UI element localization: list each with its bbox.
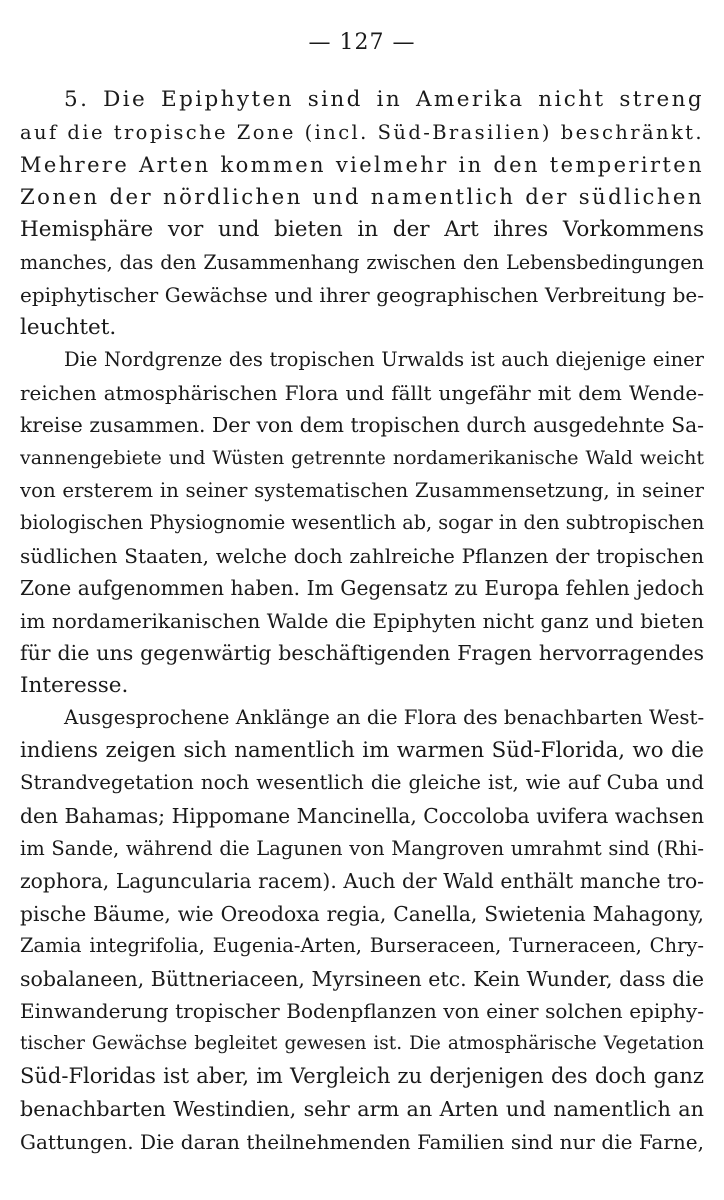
text-line: den Bahamas; Hippomane Mancinella, Coccoloba uvifera wachsen <box>20 804 704 829</box>
text-line: auf die tropische Zone (incl. Süd-Brasilien) beschränkt. <box>20 120 704 144</box>
text-line: Zone aufgenommen haben. Im Gegensatz zu Europa fehlen jedoch <box>20 576 704 601</box>
text-line: Einwanderung tropischer Bodenpflanzen von einer solchen epiphy- <box>20 999 704 1024</box>
text-line: Gattungen. Die daran theilnehmenden Familien sind nur die Farne, <box>20 1129 704 1154</box>
text-line: Zonen der nördlichen und namentlich der südlichen <box>20 184 704 210</box>
text-line: Hemisphäre vor und bieten in der Art ihres Vorkommens <box>20 217 704 243</box>
text-line: kreise zusammen. Der von dem tropischen durch ausgedehnte Sa- <box>20 413 704 438</box>
text-line: sobalaneen, Büttneriaceen, Myrsineen etc. Kein Wunder, dass die <box>20 966 704 991</box>
text-line: von ersterem in seiner systematischen Zusammensetzung, in seiner <box>20 478 704 502</box>
text-line: südlichen Staaten, welche doch zahlreiche Pflanzen der tropischen <box>20 543 704 568</box>
text-line: Zamia integrifolia, Eugenia-Arten, Burseraceen, Turneraceen, Chry- <box>20 934 704 958</box>
text-line: epiphytischer Gewächse und ihrer geographischen Verbreitung be- <box>20 283 704 308</box>
text-line: manches, das den Zusammenhang zwischen den Lebensbedingungen <box>20 250 704 274</box>
text-line: vannengebiete und Wüsten getrennte nordamerikanische Wald weicht <box>20 447 704 470</box>
text-line: Süd-Floridas ist aber, im Vergleich zu derjenigen des doch ganz <box>20 1064 704 1089</box>
text-line: biologischen Physiognomie wesentlich ab, sogar in den subtropischen <box>20 511 704 535</box>
text-line: zophora, Laguncularia racem). Auch der Wald enthält manche tro- <box>20 869 704 894</box>
text-line: indiens zeigen sich namentlich im warmen Süd-Florida, wo die <box>20 737 704 763</box>
text-line: im nordamerikanischen Walde die Epiphyten nicht ganz und bieten <box>20 608 704 633</box>
text-line: Die Nordgrenze des tropischen Urwalds ist auch diejenige einer <box>64 348 704 372</box>
text-line: pische Bäume, wie Oreodoxa regia, Canella, Swietenia Mahagony, <box>20 901 704 926</box>
text-line: Ausgesprochene Anklänge an die Flora des benachbarten West- <box>64 706 704 730</box>
body-text <box>20 84 704 1158</box>
text-line: Interesse. <box>20 672 129 698</box>
text-line: Mehrere Arten kommen vielmehr in den temperirten <box>20 153 704 178</box>
text-line: benachbarten Westindien, sehr arm an Arten und namentlich an <box>20 1096 704 1121</box>
text-line: leuchtet. <box>20 314 117 340</box>
page-number: — 127 — <box>308 30 416 55</box>
text-line: tischer Gewächse begleitet gewesen ist. Die atmosphärische Vegetation <box>20 1032 704 1054</box>
text-line: reichen atmosphärischen Flora und fällt ungefähr mit dem Wende- <box>20 380 704 405</box>
text-line: für die uns gegenwärtig beschäftigenden Fragen hervorragendes <box>20 641 704 666</box>
text-line: Strandvegetation noch wesentlich die gleiche ist, wie auf Cuba und <box>20 771 704 795</box>
text-line: im Sande, während die Lagunen von Mangroven umrahmt sind (Rhi- <box>20 836 704 860</box>
text-line: 5. Die Epiphyten sind in Amerika nicht streng <box>64 87 704 112</box>
